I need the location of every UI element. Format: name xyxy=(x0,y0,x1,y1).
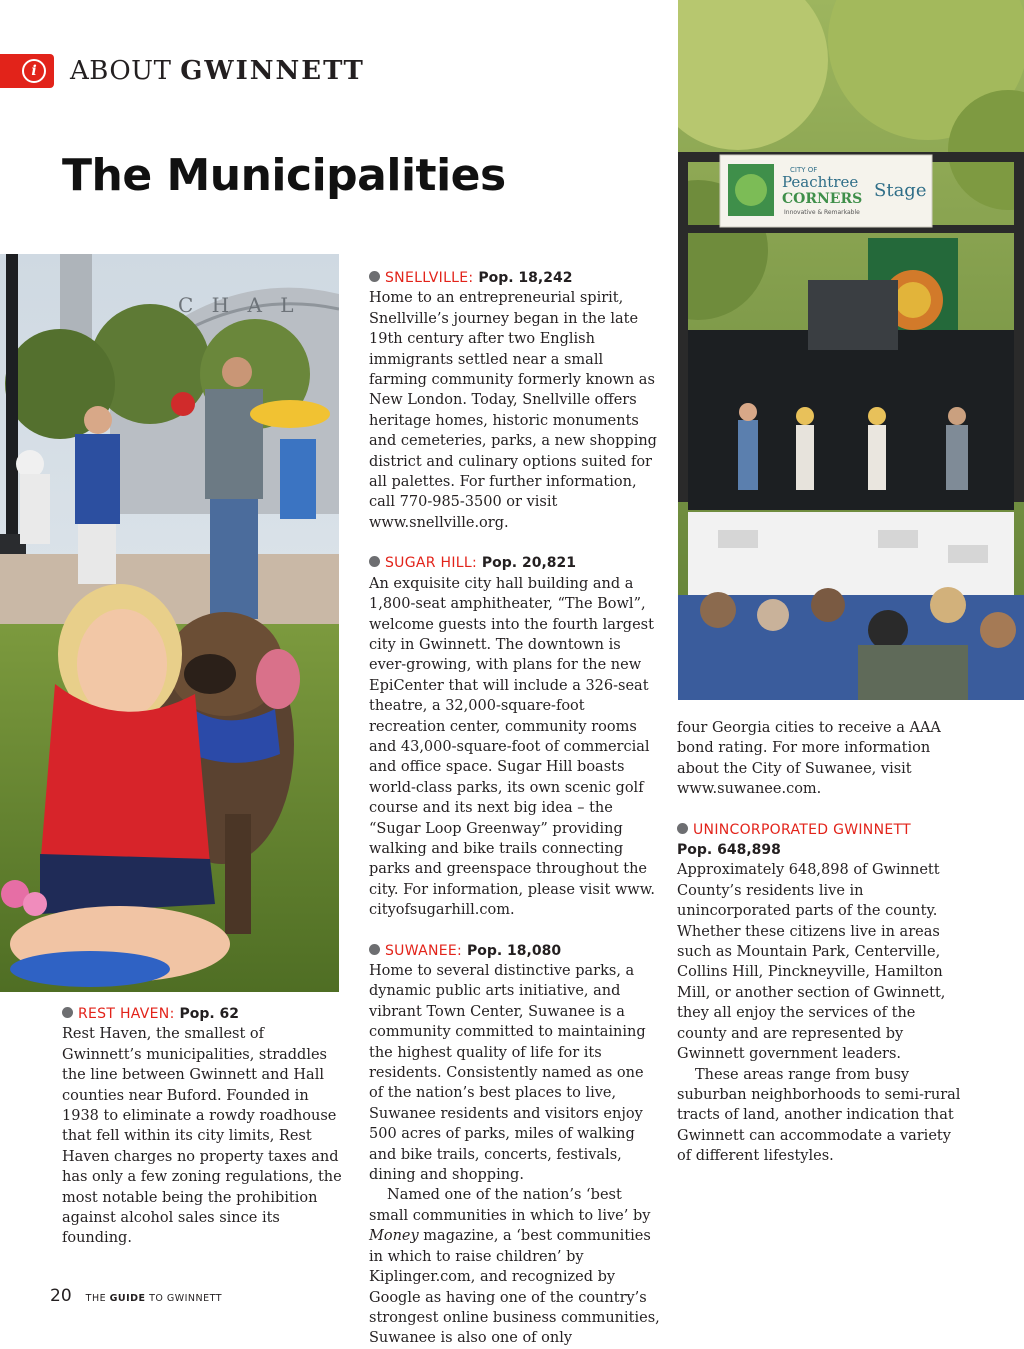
photo-concert-stage xyxy=(678,0,1024,700)
banner-tagline: Innovative & Remarkable xyxy=(784,209,860,216)
bullet-dot-icon xyxy=(369,271,380,282)
page-footer xyxy=(50,1286,222,1306)
entry-text-continued: These areas range from busy suburban neighborhoods to semi-rural tracts of land, another indication that Gwinnett can accommodate a variety of different lifestyles. xyxy=(677,1066,961,1165)
magazine-name: Money xyxy=(369,1228,419,1245)
city-name: REST HAVEN: xyxy=(78,1006,175,1022)
city-name: SNELLVILLE: xyxy=(385,270,474,286)
entry-heading xyxy=(369,941,661,961)
section-badge xyxy=(0,54,54,88)
pub-to: TO GWINNETT xyxy=(149,1293,223,1304)
banner-small: CITY OF xyxy=(790,166,818,174)
column-middle xyxy=(369,268,661,1349)
banner-line2: CORNERS xyxy=(782,191,863,207)
publication-name xyxy=(86,1293,222,1304)
entry-text: Rest Haven, the smallest of Gwinnett’s municipalities, straddles the line between Gwinnett and Hall counties near Buford. Founded in 1938 to eliminate a rowdy roadhouse that fell within its city limits, Rest Haven charges no property taxes and has only a few zoning regulations, the most notable being the prohibition against alcohol sales since its founding. xyxy=(62,1026,342,1247)
entry-suwanee xyxy=(369,941,661,1349)
section-bold: GWINNETT xyxy=(180,56,365,86)
entry-unincorporated xyxy=(677,820,969,1167)
bullet-dot-icon xyxy=(62,1007,73,1018)
column-right xyxy=(677,718,969,1167)
city-name: UNINCORPORATED GWINNETT xyxy=(693,821,911,838)
population: Pop. 648,898 xyxy=(677,842,781,859)
entry-heading xyxy=(677,820,969,840)
bullet-dot-icon xyxy=(677,823,688,834)
section-light: ABOUT xyxy=(70,56,172,86)
entry-sugar-hill xyxy=(369,553,661,920)
entry-text: Home to an entrepreneurial spirit, Snellville’s journey began in the late 19th century after two English immigrants settled near a small farming community formerly known as New London. Today, Snellville offers heritage homes, historic monuments and cemeteries, parks, a new shopping district and culinary options suited for all palettes. For further information, call 770-985-3500 or visit www.snellville.org. xyxy=(369,290,657,531)
page-title: The Municipalities xyxy=(62,150,506,201)
entry-text: Home to several distinctive parks, a dynamic public arts initiative, and vibrant Town Center, Suwanee is a community committed to maintaining the highest quality of life for its residents. Consistently named as one of the nation’s best places to live, Suwanee residents and visitors enjoy 500 acres of parks, miles of walking and bike trails, concerts, festivals, dining and shopping. xyxy=(369,963,646,1184)
section-tag xyxy=(0,52,365,90)
text-after: magazine, a ‘best communities in which to raise children’ by Kiplinger.com, and recognized by Google as having one of the country’s strongest online business communities, Suwanee is also one of only xyxy=(369,1228,660,1347)
text-before: Named one of the nation’s ‘best small communities in which to live’ by xyxy=(369,1187,651,1224)
bullet-dot-icon xyxy=(369,556,380,567)
entry-text: An exquisite city hall building and a 1,800-seat amphitheater, “The Bowl”, welcome guests into the fourth largest city in Gwinnett. The downtown is ever-growing, with plans for the new EpiCenter that will include a 326-seat theatre, a 32,000-square-foot recreation center, community rooms and 43,000-square-foot of commercial and office space. Sugar Hill boasts world-class parks, its own scenic golf course and its next big idea – the “Sugar Loop Greenway” providing walking and bike trails connecting parks and greenspace throughout the city. For information, please visit www. cityofsugarhill.com. xyxy=(369,575,655,919)
pub-guide: GUIDE xyxy=(109,1293,146,1304)
population: Pop. 18,080 xyxy=(466,942,562,959)
population: Pop. 20,821 xyxy=(481,555,577,572)
entry-heading xyxy=(369,553,661,573)
bullet-dot-icon xyxy=(369,944,380,955)
page-number: 20 xyxy=(50,1286,72,1306)
entry-rest-haven xyxy=(62,1004,342,1249)
entry-snellville xyxy=(369,268,661,533)
info-icon: i xyxy=(22,59,46,83)
entry-text: Approximately 648,898 of Gwinnett County’s residents live in unincorporated parts of the county. Whether these citizens live in areas such as Mountain Park, Centerville, Collins Hill, Pinckneyville, Hamilton Mill, or another section of Gwinnett, they all enjoy the services of the county and are represented by Gwinnett government leaders. xyxy=(677,862,946,1063)
city-name: SUGAR HILL: xyxy=(385,555,478,572)
entry-heading xyxy=(62,1004,342,1024)
column-left xyxy=(62,1004,342,1249)
city-hall-sign: C H A L xyxy=(178,293,300,317)
pub-the: THE xyxy=(85,1293,107,1304)
population: Pop. 62 xyxy=(179,1006,240,1022)
city-name: SUWANEE: xyxy=(385,942,463,959)
suwanee-continued: four Georgia cities to receive a AAA bond rating. For more information about the City of Suwanee, visit www.suwanee.com. xyxy=(677,720,941,798)
section-label xyxy=(70,56,365,86)
entry-heading xyxy=(369,268,661,288)
banner-stage: Stage xyxy=(874,180,927,201)
population: Pop. 18,242 xyxy=(478,270,573,286)
entry-population-line xyxy=(677,840,969,860)
photo-girl-with-dog xyxy=(0,254,339,992)
banner-line1: Peachtree xyxy=(782,173,859,191)
entry-text-continued xyxy=(369,1185,661,1348)
